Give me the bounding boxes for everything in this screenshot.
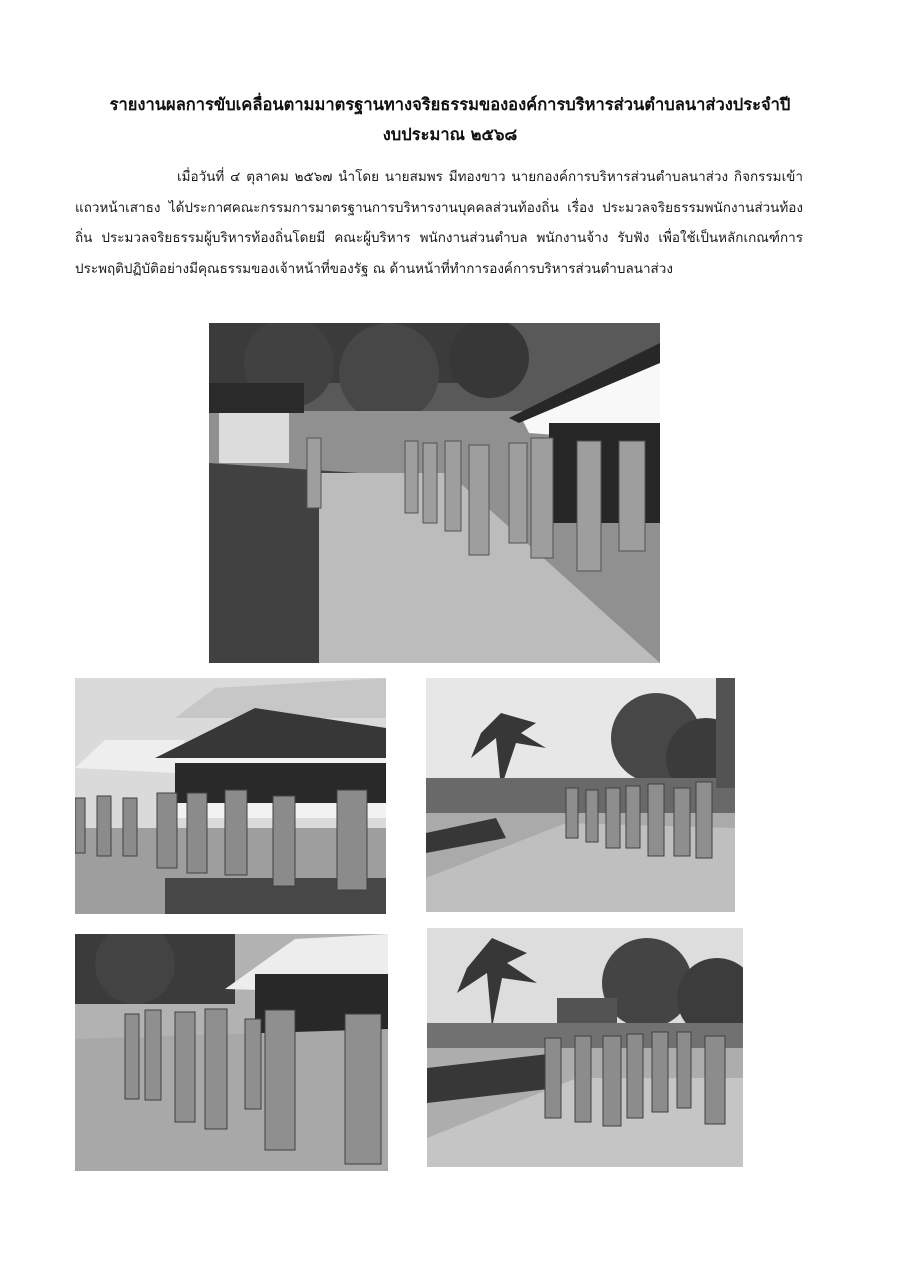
title-line-1: รายงานผลการขับเคลื่อนตามมาตรฐานทางจริยธรรมขององค์การบริหารส่วนตำบลนาส่วงประจำปี	[109, 95, 791, 114]
photo-staff-closeup	[75, 934, 388, 1171]
photo-staff-walkway	[209, 323, 660, 663]
body-paragraph: เมื่อวันที่ ๔ ตุลาคม ๒๕๖๗ นำโดย นายสมพร มีทองขาว นายกองค์การบริหารส่วนตำบลนาส่วง กิจกรรมเข้าแถวหน้าเสาธง ได้ประกาศคณะกรรมการมาตรฐานการบริหารงานบุคคลส่วนท้องถิ่น เรื่อง ประมวลจริยธรรมพนักงานส่วนท้องถิ่น ประมวลจริยธรรมผู้บริหารท้องถิ่นโดยมี คณะผู้บริหาร พนักงานส่วนตำบล พนักงานจ้าง รับฟัง เพื่อใช้เป็นหลักเกณฑ์การประพฤติปฏิบัติอย่างมีคุณธรรมของเจ้าหน้าที่ของรัฐ ณ ด้านหน้าที่ทำการองค์การบริหารส่วนตำบลนาส่วง	[75, 169, 803, 277]
photo-staff-building	[75, 678, 386, 914]
title-line-2: งบประมาณ ๒๕๖๘	[382, 125, 518, 144]
photo-staff-palm	[426, 678, 735, 912]
photo-staff-lawn	[427, 928, 743, 1167]
document-title	[60, 90, 840, 150]
